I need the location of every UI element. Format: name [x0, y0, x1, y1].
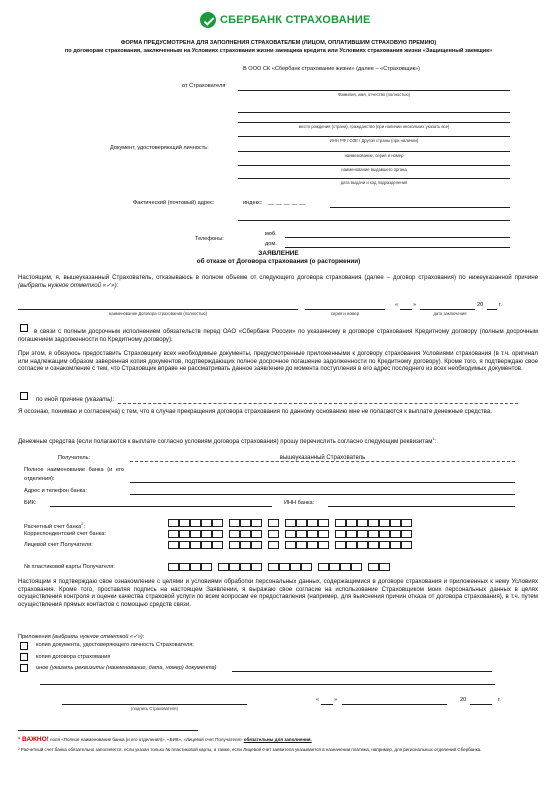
digit-cell[interactable]	[201, 541, 212, 549]
card-number-grid[interactable]	[168, 563, 518, 573]
bank-name-label: Полное наименование банка (и его отделения):	[24, 467, 124, 482]
address-field[interactable]	[330, 207, 510, 208]
digit-cell[interactable]	[212, 541, 223, 549]
digit-cell[interactable]	[218, 563, 229, 571]
digit-cell[interactable]	[379, 541, 390, 549]
home-label: дом.	[265, 241, 277, 247]
reason-early-repayment-note: При этом, я обязуюсь предоставить Страховщику всех необходимые документы, предусмотренные приложенными к договору страхования Условиями страхования (в т.ч. оригинал или надлежащим образом заверенная копия документов, подтверждающих полное досрочное погашение задолженности по Кредитному договору). Кроме того, я подтверждаю свое согласие и ознакомление с тем, что Страховщик вправе не рассматривать данное заявление до момента поступления в его адрес последнего из всех необходимых документов.	[18, 350, 538, 373]
digit-cell[interactable]	[190, 519, 201, 527]
digit-cell[interactable]	[251, 541, 262, 549]
digit-cell[interactable]	[285, 541, 296, 549]
bank-name-field[interactable]	[130, 482, 515, 483]
digit-cell[interactable]	[190, 563, 201, 571]
contract-day-field[interactable]	[400, 309, 412, 310]
signature-field[interactable]	[62, 704, 247, 705]
digit-cell[interactable]	[201, 530, 212, 538]
consent-text: Настоящим я подтверждаю свое ознакомление с целями и условиями обработки персональных данных, содержащимися в договоре страхования и приложенных к нему Условиях страхования. Кроме того, проставляя подпись на настоящем Заявлении, я выражаю свое согласие на использование Страховщиком моих персональных данных в целях осуществления контроля и оценки качества страховой услуги по всем вопросам ее предоставления (например, для выяснения причин отказа от договора страхования), в т.ч. путем осуществления прямых контактов с помощью средств связи.	[18, 578, 538, 608]
digit-cell[interactable]	[251, 530, 262, 538]
bik-field[interactable]	[50, 506, 272, 507]
digit-cell[interactable]	[179, 530, 190, 538]
signature-hint: (подпись Страхователя)	[131, 706, 178, 711]
footnote-divider	[18, 730, 198, 731]
digit-cell[interactable]	[368, 541, 379, 549]
phone-label: Телефоны:	[195, 236, 224, 242]
digit-cell[interactable]	[168, 519, 179, 527]
digit-cell[interactable]	[301, 563, 312, 571]
reason-other-label: по иной причине (указать):	[36, 396, 115, 403]
corr-account-label: Корреспондентский счет банка:	[24, 531, 106, 537]
attachment-other-field[interactable]	[232, 671, 492, 672]
personal-account-label: Лицевой счет Получателя:	[24, 542, 93, 548]
form-header-line2: по договорам страхования, заключенным на Условиях страхования жизни заемщика кредита или Условиях страхования жизни «Защищенный заемщик»	[64, 48, 493, 54]
sign-month-field[interactable]	[342, 704, 447, 705]
digit-cell[interactable]	[285, 530, 296, 538]
sign-date-quote-open: «	[316, 697, 320, 703]
digit-cell[interactable]	[368, 530, 379, 538]
digit-cell[interactable]	[368, 519, 379, 527]
digit-cell[interactable]	[268, 519, 279, 527]
attachment-label-3: иное (указать реквизиты (наименование, дата, номер) документа)	[36, 665, 217, 671]
attachment-other-field-2[interactable]	[40, 684, 495, 685]
digit-cell[interactable]	[268, 563, 279, 571]
digit-cell[interactable]	[201, 519, 212, 527]
card-number-label: № пластиковой карты Получателя:	[24, 564, 115, 570]
digit-cell[interactable]	[346, 519, 357, 527]
attachment-label-2: копия договора страхования	[36, 654, 111, 660]
doc-type-hint: ИНН РФ / ОЗЕ / Другой страны (при наличии)	[329, 138, 419, 143]
digit-cell[interactable]	[168, 541, 179, 549]
reason-other-ack: Я осознаю, понимаю и согласен(на) с тем, что в случае прекращения договора страхования по данному основанию мне не полагаются к выплате денежные средства.	[18, 408, 492, 415]
digit-cell[interactable]	[229, 541, 240, 549]
digit-cell[interactable]	[212, 530, 223, 538]
digit-cell[interactable]	[307, 541, 318, 549]
digit-cell[interactable]	[318, 530, 329, 538]
doc-series-field[interactable]	[238, 151, 510, 152]
footnote-2: ² Расчетный счет банка обязательно заполняется, если указан только № пластиковой карты, а также, если Лицевой счет заявителя указывается в назначении платежа, например, для региональных отделений Сбербанка.	[18, 747, 482, 752]
sberbank-logo-icon	[200, 12, 216, 28]
digit-cell[interactable]	[168, 563, 179, 571]
digit-cell[interactable]	[240, 541, 251, 549]
doc-issuer-field[interactable]	[238, 165, 510, 166]
bank-address-label: Адрес и телефон банка:	[24, 488, 87, 494]
address-label: Фактический (почтовый) адрес:	[133, 200, 215, 206]
digit-cell[interactable]	[296, 530, 307, 538]
birth-field[interactable]	[238, 122, 510, 123]
doc-date-hint: дата выдачи и код подразделения	[340, 180, 408, 185]
digit-cell[interactable]	[296, 541, 307, 549]
doc-series-hint: наименование, серия и номер	[344, 153, 404, 158]
index-value[interactable]: __ __ __ __ __	[268, 200, 306, 206]
digit-cell[interactable]	[351, 563, 362, 571]
digit-cell[interactable]	[229, 519, 240, 527]
digit-cell[interactable]	[190, 541, 201, 549]
digit-cell[interactable]	[251, 519, 262, 527]
document-title: ЗАЯВЛЕНИЕ	[258, 250, 299, 257]
digit-cell[interactable]	[401, 530, 412, 538]
from-insurer-label: от Страхователя	[182, 83, 226, 89]
attachment-checkbox-1[interactable]	[20, 642, 28, 650]
digit-cell[interactable]	[307, 530, 318, 538]
digit-cell[interactable]	[268, 530, 279, 538]
doc-date-field[interactable]	[238, 178, 510, 179]
digit-cell[interactable]	[335, 519, 346, 527]
reason-other-field[interactable]	[118, 403, 518, 404]
digit-cell[interactable]	[201, 563, 212, 571]
digit-cell[interactable]	[335, 530, 346, 538]
digit-cell[interactable]	[379, 530, 390, 538]
reason-early-repayment-text: в связи с полным досрочным исполнением обязательств перед ОАО «Сбербанк России» по указанному в договоре страхования Кредитному договору (полным досрочным погашением задолженности по Кредитному договору).	[18, 328, 538, 343]
digit-cell[interactable]	[251, 563, 262, 571]
digit-cell[interactable]	[357, 530, 368, 538]
bank-intro: Денежные средства (если полагаются к выплате согласно условиям договора страхования) прошу перечислить согласно следующим реквизитам$^1$:	[18, 436, 437, 446]
digit-cell[interactable]	[357, 519, 368, 527]
birth-hint: место рождения (страна), гражданство (при наличии нескольких указать все)	[298, 124, 450, 129]
attachment-checkbox-2[interactable]	[20, 653, 28, 661]
digit-cell[interactable]	[401, 519, 412, 527]
digit-cell[interactable]	[240, 530, 251, 538]
contract-name-field[interactable]	[18, 309, 298, 310]
sign-year-prefix: 20	[460, 697, 467, 703]
fio-field[interactable]	[238, 90, 510, 91]
reason-other-checkbox[interactable]	[20, 392, 28, 400]
mobile-field[interactable]	[285, 237, 510, 238]
fio-hint: Фамилия, имя, отчество (полностью)	[338, 92, 410, 97]
intro-text: Настоящим, я, вышеуказанный Страхователь, отказываюсь в полном объеме от следующего договора страхования (далее – договор страхования) по нижеуказанной причине (выбрать нужное отметкой «✓»):	[18, 274, 538, 289]
digit-cell[interactable]	[179, 519, 190, 527]
digit-cell[interactable]	[346, 530, 357, 538]
recipient-field-line	[130, 461, 515, 462]
doc-issuer-hint: наименование выдавшего органа	[341, 167, 407, 172]
sign-year-suffix: г.	[498, 697, 501, 703]
address-field-2[interactable]	[238, 220, 510, 221]
digit-cell[interactable]	[390, 519, 401, 527]
contract-series-field[interactable]	[305, 309, 385, 310]
digit-cell[interactable]	[390, 530, 401, 538]
date-quote-close: »	[413, 302, 417, 308]
sign-day-field[interactable]	[321, 704, 333, 705]
account-label: Расчетный счет банка$^2$:	[24, 521, 86, 530]
digit-cell[interactable]	[357, 541, 368, 549]
logo	[200, 12, 371, 28]
digit-cell[interactable]	[212, 519, 223, 527]
digit-cell[interactable]	[329, 563, 340, 571]
attachment-checkbox-3[interactable]	[20, 664, 28, 672]
digit-cell[interactable]	[290, 563, 301, 571]
digit-cell[interactable]	[179, 541, 190, 549]
digit-cell[interactable]	[318, 563, 329, 571]
bank-address-field[interactable]	[130, 494, 515, 495]
digit-cell[interactable]	[268, 541, 279, 549]
digit-cell[interactable]	[318, 541, 329, 549]
addressee: В ООО СК «Сбербанк страхование жизни» (далее – «Страховщик»)	[243, 66, 421, 72]
digit-cell[interactable]	[379, 519, 390, 527]
sign-date-quote-close: »	[334, 697, 338, 703]
contract-month-field[interactable]	[420, 309, 475, 310]
digit-cell[interactable]	[279, 563, 290, 571]
sign-year-field[interactable]	[470, 704, 492, 705]
logo-text: СБЕРБАНК СТРАХОВАНИЕ	[220, 14, 371, 26]
digit-cell[interactable]	[390, 541, 401, 549]
digit-cell[interactable]	[368, 563, 379, 571]
date-quote-open: «	[395, 302, 399, 308]
digit-cell[interactable]	[190, 530, 201, 538]
digit-cell[interactable]	[307, 519, 318, 527]
doc-type-field[interactable]	[238, 136, 510, 137]
digit-cell[interactable]	[229, 530, 240, 538]
index-label: индекс:	[243, 200, 263, 206]
mobile-label: моб.	[265, 231, 277, 237]
bank-inn-field[interactable]	[328, 506, 515, 507]
digit-cell[interactable]	[240, 563, 251, 571]
digit-cell[interactable]	[335, 541, 346, 549]
contract-year-field[interactable]	[487, 309, 497, 310]
contract-name-hint: наименование Договора страхования (полностью)	[108, 311, 208, 316]
digit-cell[interactable]	[379, 563, 390, 571]
digit-cell[interactable]	[229, 563, 240, 571]
contract-year-prefix: 20	[477, 302, 484, 308]
attachment-label-1: копия документа, удостоверяющего личность Страхователя;	[36, 642, 194, 648]
recipient-label: Получатель:	[58, 455, 91, 461]
account-number-grid[interactable]	[168, 519, 518, 553]
digit-cell[interactable]	[285, 519, 296, 527]
document-subtitle: об отказе от Договора страхования (о расторжении)	[196, 258, 361, 265]
form-header-line1: ФОРМА ПРЕДУСМОТРЕНА ДЛЯ ЗАПОЛНЕНИЯ СТРАХОВАТЕЛЕМ (ЛИЦОМ, ОПЛАТИВШИМ СТРАХОВУЮ ПРЕМИЮ)	[120, 40, 437, 46]
footnote-1: ¹ ВАЖНО! поля «Полное наименование банка (и его отделения)», «БИК», «Лицевой счет Получателя» обязательны для заполнения.	[18, 736, 312, 743]
home-field[interactable]	[285, 247, 510, 248]
bank-inn-label: ИНН банка:	[284, 500, 315, 506]
digit-cell[interactable]	[346, 541, 357, 549]
doc-label: Документ, удостоверяющий личность:	[110, 145, 209, 151]
attachments-title: Приложения (выбрать нужное отметкой «✓»):	[18, 634, 145, 640]
contract-date-hint: дата заключения	[433, 311, 467, 316]
bik-label: БИК:	[24, 500, 37, 506]
digit-cell[interactable]	[240, 519, 251, 527]
digit-cell[interactable]	[340, 563, 351, 571]
digit-cell[interactable]	[168, 530, 179, 538]
fio-field-2[interactable]	[238, 112, 510, 113]
digit-cell[interactable]	[318, 519, 329, 527]
contract-year-suffix: г.	[499, 302, 502, 308]
contract-series-hint: серия и номер	[330, 311, 360, 316]
recipient-value: вышеуказанный Страхователь	[279, 455, 366, 461]
digit-cell[interactable]	[179, 563, 190, 571]
digit-cell[interactable]	[401, 541, 412, 549]
digit-cell[interactable]	[296, 519, 307, 527]
